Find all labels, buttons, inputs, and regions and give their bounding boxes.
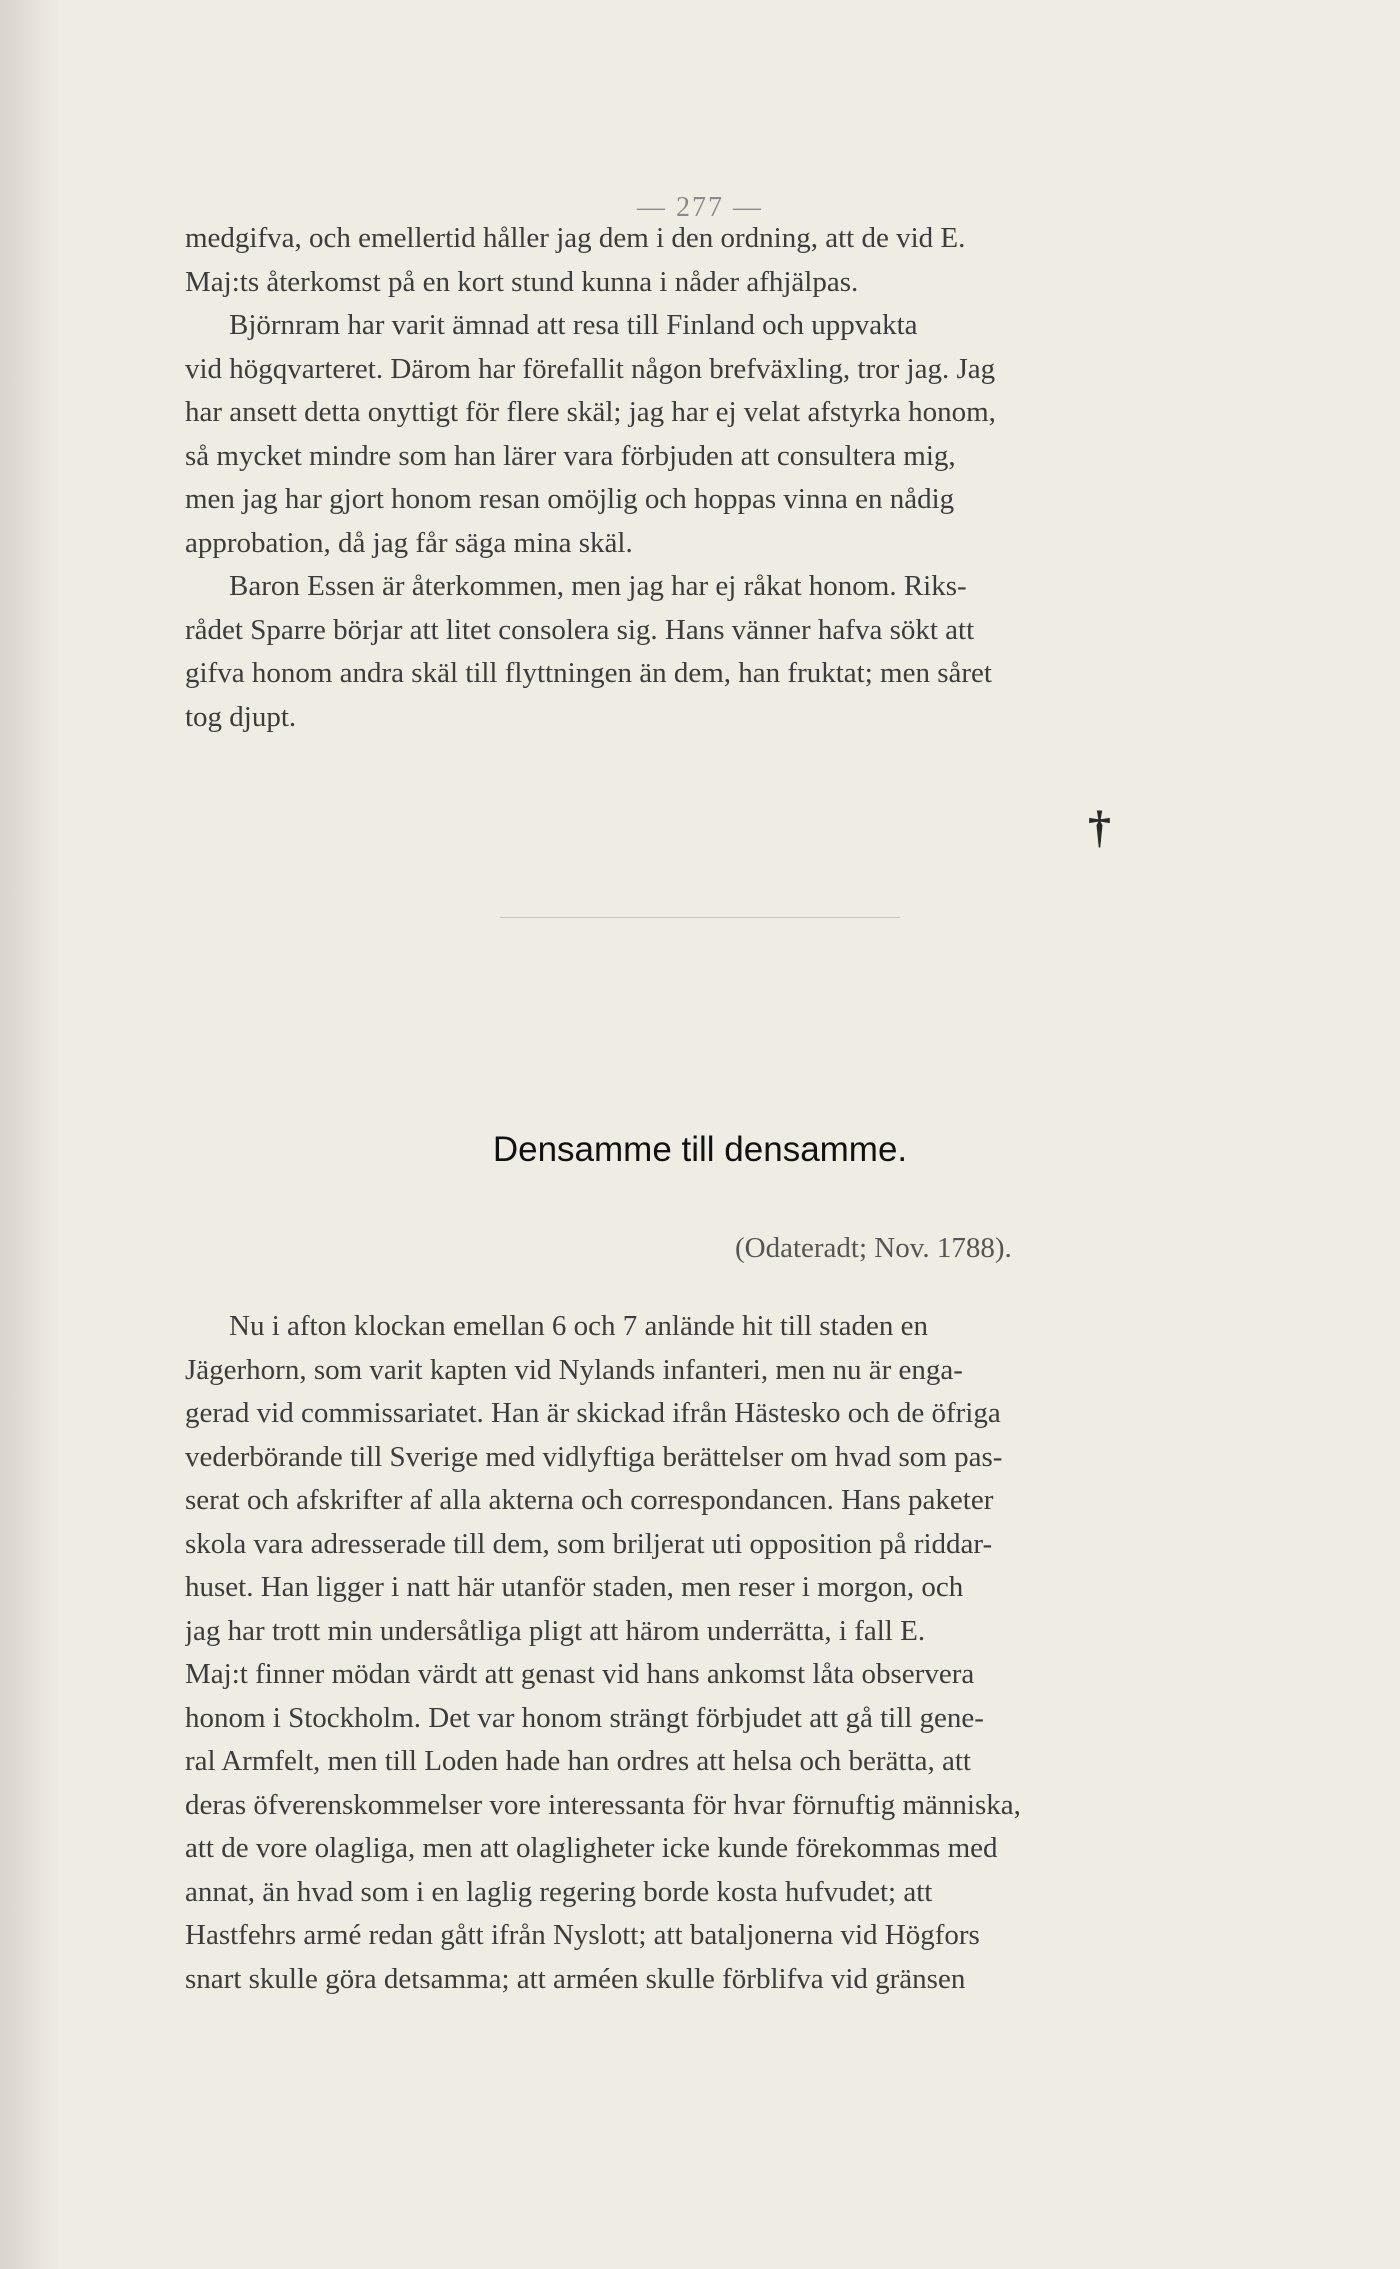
text-line: vid högqvarteret. Därom har förefallit någon brefväxling, tror jag. Jag xyxy=(185,352,996,385)
section-divider xyxy=(500,917,900,918)
text-line: Jägerhorn, som varit kapten vid Nylands infanteri, men nu är enga- xyxy=(185,1353,963,1386)
text-line: annat, än hvad som i en laglig regering borde kosta hufvudet; att xyxy=(185,1875,933,1908)
letter1-body xyxy=(185,217,1215,739)
text-line: Maj:ts återkomst på en kort stund kunna i nåder afhjälpas. xyxy=(185,265,859,298)
dagger-mark: † xyxy=(1088,801,1111,852)
text-line: skola vara adresserade till dem, som briljerat uti opposition på riddar- xyxy=(185,1527,993,1560)
text-line: vederbörande till Sverige med vidlyftiga berättelser om hvad som pas- xyxy=(185,1440,1003,1473)
text-line: snart skulle göra detsamma; att arméen skulle förblifva vid gränsen xyxy=(185,1962,966,1995)
text-line: Nu i afton klockan emellan 6 och 7 anlände hit till staden en xyxy=(229,1310,929,1342)
text-line: huset. Han ligger i natt här utanför staden, men reser i morgon, och xyxy=(185,1571,964,1603)
text-line: tog djupt. xyxy=(185,700,297,733)
text-line: men jag har gjort honom resan omöjlig och hoppas vinna en nådig xyxy=(185,483,955,515)
letter2-dateline: (Odateradt; Nov. 1788). xyxy=(735,1232,1012,1264)
page-number: — 277 — xyxy=(637,192,763,223)
text-line: gerad vid commissariatet. Han är skickad ifrån Hästesko och de öfriga xyxy=(185,1397,1001,1429)
text-line: har ansett detta onyttigt för flere skäl; jag har ej velat afstyrka honom, xyxy=(185,396,996,428)
letter2-heading: Densamme till densamme. xyxy=(492,1130,908,1169)
text-line: Hastfehrs armé redan gått ifrån Nyslott; att bataljonerna vid Högfors xyxy=(185,1919,980,1951)
text-line: så mycket mindre som han lärer vara förbjuden att consultera mig, xyxy=(185,439,956,472)
text-line: jag har trott min undersåtliga pligt att härom underrätta, i fall E. xyxy=(185,1614,926,1647)
text-line: Björnram har varit ämnad att resa till Finland och uppvakta xyxy=(229,309,918,341)
text-line: honom i Stockholm. Det var honom strängt förbjudet att gå till gene- xyxy=(185,1701,984,1734)
text-line: Baron Essen är återkommen, men jag har ej råkat honom. Riks- xyxy=(229,570,967,602)
text-line: Maj:t finner mödan värdt att genast vid hans ankomst låta observera xyxy=(185,1658,975,1690)
letter2-body xyxy=(185,1305,1215,2001)
text-line: deras öfverenskommelser vore interessanta för hvar förnuftig människa, xyxy=(185,1788,1021,1821)
text-line: approbation, då jag får säga mina skäl. xyxy=(185,526,633,559)
text-line: att de vore olagliga, men att olagligheter icke kunde förekommas med xyxy=(185,1832,998,1864)
text-line: ral Armfelt, men till Loden hade han ordres att helsa och berätta, att xyxy=(185,1745,971,1777)
text-line: medgifva, och emellertid håller jag dem i den ordning, att de vid E. xyxy=(185,222,966,254)
text-line: gifva honom andra skäl till flyttningen än dem, han fruktat; men såret xyxy=(185,657,992,689)
text-line: rådet Sparre börjar att litet consolera sig. Hans vänner hafva sökt att xyxy=(185,613,975,646)
text-line: serat och afskrifter af alla akterna och correspondancen. Hans paketer xyxy=(185,1484,994,1516)
